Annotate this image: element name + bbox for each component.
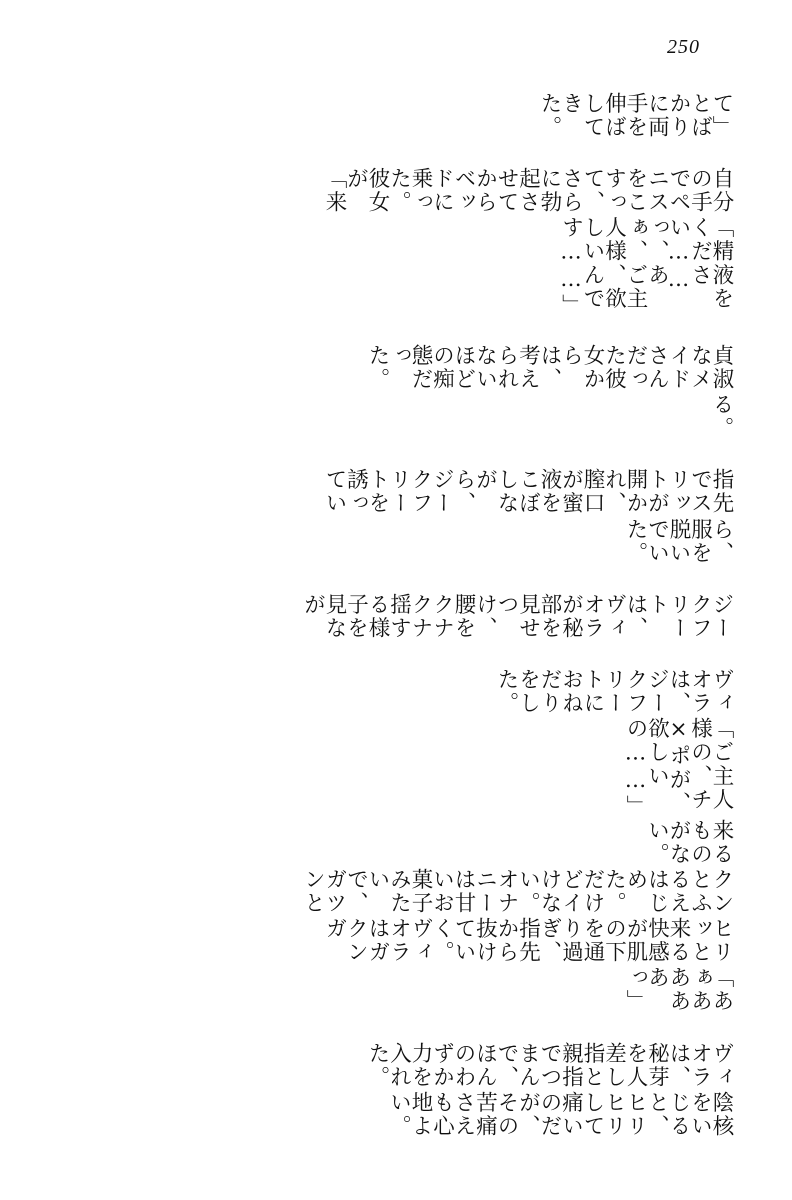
text-column: 「精液をください……っ、あぁ、ご主人様、欲しいんです……」 bbox=[558, 216, 734, 319]
body-text-block bbox=[60, 92, 732, 1140]
text-column: ヴィオラは、ジークフリートにおねだりをした。 bbox=[494, 667, 734, 716]
page-number: 250 bbox=[667, 36, 700, 58]
text-column: ヒリッと来る快感が肌の下を通り過ぎ、指先から抜けていく。ヴィオラはガクンガ bbox=[322, 917, 734, 965]
text-column: 来るものがない。 bbox=[644, 818, 734, 867]
text-column: ら、服を脱いでいた。 bbox=[623, 517, 734, 566]
text-column: 指先でスリットが開かれ、膣口が蜜液をこぼしながら、ジークフリートを誘ってい bbox=[322, 468, 734, 516]
text-column: て」とばかりに両手を伸ばしてきた。 bbox=[537, 91, 734, 140]
text-column: 「ご主人様の、チ×ポが、欲しいの……」 bbox=[623, 717, 734, 819]
text-column: 「あぁああああっ」 bbox=[623, 966, 734, 1014]
text-column: 貞淑なメイドさんだった彼女からは、考えられないほどの痴態だった。 bbox=[365, 344, 734, 392]
text-column: 自分の手でペニスをこすって、さらに勃起させてからベッドに乗った。彼女が「来 bbox=[322, 167, 734, 215]
text-column: クンとふるえはじめた。だけどイけない。オナニーは甘いお菓子みたいで、ガツンと bbox=[300, 868, 734, 916]
text-column: 陰核をいじると、ヒリヒリして痛いのだが、その苦痛さえも心地よい。 bbox=[386, 1090, 734, 1139]
text-column: ジークフリートは、ヴィオラが秘部を見せつけ、腰をクナクナ揺する様子を見なが bbox=[300, 592, 734, 641]
text-column: ヴィオラは、秘芽を人差し指と親指でつまんで、ほんのわずか力を入れた。 bbox=[365, 1041, 734, 1090]
text-column: る。 bbox=[709, 393, 734, 441]
